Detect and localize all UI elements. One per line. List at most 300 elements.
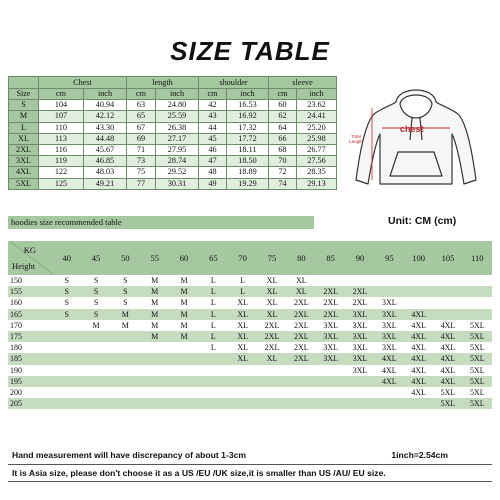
recommend-size-cell: M	[169, 309, 198, 320]
unit-inch: inch	[297, 89, 337, 100]
measure-cell: 44.48	[84, 133, 127, 144]
recommend-size-cell: 3XL	[323, 320, 338, 330]
measure-cell: 29.52	[156, 167, 199, 178]
recommend-size-cell: M	[140, 331, 169, 342]
measure-cell: 18.50	[227, 156, 269, 167]
recommend-size-cell: M	[121, 320, 129, 330]
recommend-size-cell: 4XL	[440, 343, 456, 353]
recommend-size-cell: S	[81, 309, 110, 320]
recommend-size-cell: 4XL	[440, 365, 456, 375]
measure-cell: 18.89	[227, 167, 269, 178]
unit-cm: cm	[127, 89, 156, 100]
recommend-size-cell: M	[151, 320, 159, 330]
recommend-size-cell: M	[111, 309, 140, 320]
recommend-size-cell	[404, 286, 433, 297]
measure-cell: 113	[39, 133, 84, 144]
measure-cell: 66	[269, 133, 297, 144]
measure-cell: 43	[199, 111, 227, 122]
size-cell: 2XL	[9, 144, 39, 155]
weight-header: 75	[257, 241, 286, 275]
weight-header: 45	[81, 241, 110, 275]
recommend-size-cell	[169, 353, 198, 364]
page-title: SIZE TABLE	[170, 36, 330, 66]
recommend-row	[8, 342, 492, 353]
recommend-size-cell: XL	[296, 276, 307, 286]
recommend-size-cell	[52, 387, 81, 398]
size-cell: 4XL	[9, 167, 39, 178]
recommend-size-cell: 2XL	[287, 353, 316, 364]
measure-cell: 23.62	[297, 100, 337, 111]
height-label: Height	[12, 261, 36, 271]
measure-cell: 69	[127, 133, 156, 144]
recommend-size-cell	[433, 275, 462, 286]
recommend-row	[8, 320, 492, 331]
recommend-size-cell	[257, 365, 286, 376]
recommend-size-cell: S	[81, 286, 110, 297]
recommend-size-cell	[169, 365, 198, 376]
recommend-size-cell	[433, 286, 462, 297]
recommend-size-cell	[81, 353, 110, 364]
recommend-size-cell	[404, 297, 433, 308]
weight-header: 85	[316, 241, 345, 275]
recommend-size-cell: L	[199, 331, 228, 342]
recommend-size-cell	[433, 297, 462, 308]
recommend-size-cell	[316, 387, 345, 398]
recommend-size-cell: 3XL	[345, 331, 374, 342]
measure-cell: 63	[127, 100, 156, 111]
recommend-size-cell	[257, 376, 286, 387]
weight-header: 70	[228, 241, 257, 275]
recommend-size-cell: M	[180, 320, 188, 330]
measure-cell: 48	[199, 167, 227, 178]
weight-header: 50	[111, 241, 140, 275]
measure-cell: 110	[39, 122, 84, 133]
recommend-size-cell: XL	[287, 286, 316, 297]
size-row	[9, 178, 337, 189]
total-length-label: Total Length	[349, 134, 363, 144]
weight-header: 60	[169, 241, 198, 275]
recommend-size-cell	[81, 376, 110, 387]
measure-cell: 28.35	[297, 167, 337, 178]
recommend-size-cell: S	[93, 298, 99, 308]
recommend-size-cell: M	[140, 286, 169, 297]
height-cell: 180	[10, 343, 22, 353]
height-cell: 195	[8, 376, 52, 387]
measure-cell: 27.56	[297, 156, 337, 167]
recommend-size-cell: 2XL	[352, 298, 368, 308]
measure-cell: 122	[39, 167, 84, 178]
recommend-size-cell: 4XL	[411, 387, 426, 397]
recommend-size-cell: XL	[228, 353, 257, 364]
recommend-size-cell	[52, 353, 81, 364]
height-cell: 160	[10, 298, 22, 308]
recommend-size-cell	[345, 398, 374, 409]
unit-inch: inch	[84, 89, 127, 100]
measure-cell: 48.03	[84, 167, 127, 178]
recommend-size-cell: XL	[257, 353, 286, 364]
recommend-size-cell	[81, 331, 110, 342]
measure-cell: 107	[39, 111, 84, 122]
measure-cell: 46.85	[84, 156, 127, 167]
recommend-row	[8, 365, 492, 376]
recommend-size-cell: XL	[237, 298, 249, 308]
recommend-size-cell: 5XL	[440, 387, 456, 397]
measure-cell: 18.11	[227, 144, 269, 155]
measure-cell: 40.94	[84, 100, 127, 111]
recommend-size-cell	[316, 365, 345, 376]
recommend-size-cell: 3XL	[381, 298, 397, 308]
recommend-size-cell	[81, 365, 110, 376]
recommend-size-cell: L	[228, 286, 257, 297]
recommend-size-cell	[52, 398, 81, 409]
recommend-size-cell	[287, 398, 316, 409]
recommend-size-cell	[316, 376, 345, 387]
measure-cell: 26.77	[297, 144, 337, 155]
recommend-size-cell: 5XL	[463, 398, 492, 409]
recommend-size-cell	[111, 398, 140, 409]
recommend-size-cell: M	[140, 309, 169, 320]
recommend-size-cell: XL	[257, 286, 286, 297]
measure-cell: 27.17	[156, 133, 199, 144]
recommend-size-cell: 2XL	[316, 309, 345, 320]
recommend-size-cell: 3XL	[381, 343, 397, 353]
recommend-size-cell	[257, 398, 286, 409]
recommend-size-cell	[257, 387, 286, 398]
header-sleeve: sleeve	[269, 77, 337, 89]
weight-header: 65	[199, 241, 228, 275]
recommend-size-cell: 4XL	[433, 353, 462, 364]
measure-cell: 28.74	[156, 156, 199, 167]
size-cell: XL	[9, 133, 39, 144]
recommend-size-cell	[169, 342, 198, 353]
recommend-size-cell: 5XL	[463, 376, 492, 387]
recommend-row	[8, 398, 492, 409]
measure-cell: 45	[199, 133, 227, 144]
measure-cell: 75	[127, 167, 156, 178]
recommend-size-cell: 2XL	[287, 309, 316, 320]
recommend-size-cell	[463, 275, 492, 286]
measure-cell: 62	[269, 111, 297, 122]
recommend-size-cell	[140, 387, 169, 398]
measure-cell: 72	[269, 167, 297, 178]
recommend-size-cell	[199, 398, 228, 409]
measure-cell: 42	[199, 100, 227, 111]
recommend-size-cell: 3XL	[345, 353, 374, 364]
recommend-size-cell: 4XL	[404, 376, 433, 387]
weight-header: 55	[140, 241, 169, 275]
header-size: Size	[9, 89, 39, 100]
measure-cell: 44	[199, 122, 227, 133]
recommend-size-cell	[52, 376, 81, 387]
recommend-size-cell: 2XL	[294, 320, 309, 330]
recommend-size-cell: 3XL	[323, 343, 338, 353]
size-row	[9, 144, 337, 155]
recommend-size-cell: 3XL	[375, 309, 404, 320]
size-row	[9, 156, 337, 167]
recommend-size-cell	[140, 376, 169, 387]
recommend-size-cell: 4XL	[433, 331, 462, 342]
size-cell: 5XL	[9, 178, 39, 189]
recommend-size-cell: M	[169, 286, 198, 297]
measure-cell: 29.13	[297, 178, 337, 189]
measure-cell: 73	[127, 156, 156, 167]
weight-header: 100	[404, 241, 433, 275]
size-header-blank	[9, 77, 39, 89]
header-chest: Chest	[39, 77, 127, 89]
recommend-size-cell: XL	[237, 343, 249, 353]
measure-cell: 49	[199, 178, 227, 189]
recommend-size-cell: 4XL	[404, 331, 433, 342]
recommend-size-cell	[81, 398, 110, 409]
measure-cell: 26.38	[156, 122, 199, 133]
recommend-size-cell: S	[111, 286, 140, 297]
recommend-size-cell: L	[210, 276, 216, 286]
recommend-size-cell: 3XL	[316, 353, 345, 364]
recommend-size-cell: L	[210, 320, 216, 330]
recommend-size-cell	[199, 365, 228, 376]
measure-cell: 46	[199, 144, 227, 155]
chest-label: chest	[400, 124, 424, 134]
recommend-size-cell: 5XL	[463, 353, 492, 364]
measure-cell: 16.53	[227, 100, 269, 111]
recommend-size-cell	[375, 387, 404, 398]
recommend-size-cell: 3XL	[375, 331, 404, 342]
measure-cell: 104	[39, 100, 84, 111]
recommend-size-cell: 3XL	[352, 365, 368, 375]
recommend-size-cell	[111, 387, 140, 398]
recommend-size-cell	[199, 387, 228, 398]
recommend-size-cell: XL	[257, 309, 286, 320]
recommend-size-cell: XL	[266, 298, 278, 308]
recommend-size-cell: XL	[266, 276, 278, 286]
recommend-size-cell	[404, 398, 433, 409]
recommend-size-cell: 4XL	[375, 376, 404, 387]
recommend-size-cell: S	[123, 276, 128, 286]
recommend-size-cell: 5XL	[463, 331, 492, 342]
recommend-size-cell	[463, 309, 492, 320]
measure-cell: 116	[39, 144, 84, 155]
recommend-size-cell	[111, 376, 140, 387]
unit-cm: cm	[269, 89, 297, 100]
recommend-size-cell: 2XL	[264, 320, 280, 330]
recommend-size-cell: M	[151, 276, 159, 286]
note-measurement	[8, 449, 492, 461]
recommend-size-cell: S	[64, 298, 69, 308]
recommend-size-cell: 5XL	[469, 343, 485, 353]
measure-cell: 65	[127, 111, 156, 122]
measure-cell: 17.72	[227, 133, 269, 144]
measure-cell: 25.98	[297, 133, 337, 144]
recommend-size-cell: 2XL	[294, 298, 309, 308]
recommend-size-cell: 3XL	[345, 309, 374, 320]
recommend-size-cell	[228, 398, 257, 409]
recommend-size-cell: 5XL	[433, 398, 462, 409]
recommend-size-cell: 4XL	[411, 365, 426, 375]
recommend-size-cell: M	[92, 320, 100, 330]
recommend-size-cell	[316, 398, 345, 409]
recommend-size-cell	[111, 353, 140, 364]
measure-cell: 16.92	[227, 111, 269, 122]
size-row	[9, 167, 337, 178]
recommend-size-cell: M	[180, 276, 188, 286]
measure-cell: 119	[39, 156, 84, 167]
measure-cell: 43.30	[84, 122, 127, 133]
recommend-size-cell	[52, 331, 81, 342]
measure-cell: 125	[39, 178, 84, 189]
recommend-size-cell: 4XL	[381, 365, 397, 375]
measure-cell: 42.12	[84, 111, 127, 122]
recommend-size-cell: L	[240, 276, 246, 286]
unit-inch: inch	[227, 89, 269, 100]
weight-header: 105	[433, 241, 462, 275]
recommend-size-cell	[287, 376, 316, 387]
recommend-row	[8, 309, 492, 320]
recommend-size-cell: 2XL	[287, 331, 316, 342]
note-asia-size: It is Asia size, please don't choose it as a US /EU /UK size,it is smaller than US /AU/ EU size.	[8, 464, 492, 482]
header-shoulder: shoulder	[199, 77, 269, 89]
recommend-size-cell: S	[52, 309, 81, 320]
recommend-table	[8, 241, 492, 409]
recommend-row	[8, 297, 492, 308]
recommend-size-cell: 2XL	[257, 331, 286, 342]
recommend-size-cell	[287, 387, 316, 398]
recommend-row	[8, 331, 492, 342]
unit-cm: cm	[39, 89, 84, 100]
recommend-size-cell	[228, 376, 257, 387]
measure-cell: 68	[269, 144, 297, 155]
size-row	[9, 122, 337, 133]
recommend-size-cell	[375, 275, 404, 286]
measure-cell: 17.32	[227, 122, 269, 133]
recommend-size-cell	[228, 387, 257, 398]
height-cell: 175	[8, 331, 52, 342]
recommend-size-cell	[345, 387, 374, 398]
recommend-size-cell: 5XL	[469, 365, 485, 375]
measure-cell: 25.20	[297, 122, 337, 133]
recommend-size-cell: XL	[228, 309, 257, 320]
recommend-size-cell	[52, 320, 81, 331]
recommend-size-cell	[228, 365, 257, 376]
recommend-size-cell: 4XL	[411, 343, 426, 353]
kg-label: KG	[23, 245, 37, 255]
recommend-size-cell: S	[64, 276, 69, 286]
measure-cell: 49.21	[84, 178, 127, 189]
recommend-size-cell	[463, 286, 492, 297]
measure-cell: 47	[199, 156, 227, 167]
size-row	[9, 100, 337, 111]
recommend-size-cell	[169, 376, 198, 387]
measure-cell: 60	[269, 100, 297, 111]
weight-header: 110	[463, 241, 492, 275]
unit-label: Unit: CM (cm)	[388, 215, 457, 227]
measure-cell: 24.80	[156, 100, 199, 111]
recommend-size-cell: L	[210, 298, 216, 308]
height-cell: 155	[8, 286, 52, 297]
recommend-row	[8, 286, 492, 297]
measure-cell: 45.67	[84, 144, 127, 155]
height-cell: 170	[10, 320, 22, 330]
weight-header: 95	[375, 241, 404, 275]
measure-cell: 64	[269, 122, 297, 133]
recommend-size-cell: XL	[237, 320, 249, 330]
recommend-size-cell: 3XL	[316, 331, 345, 342]
recommend-size-cell: 2XL	[294, 343, 309, 353]
unit-cm: cm	[199, 89, 227, 100]
recommend-size-cell	[316, 275, 345, 286]
notes	[8, 449, 492, 482]
size-cell: 3XL	[9, 156, 39, 167]
recommend-row	[8, 353, 492, 364]
recommend-size-cell: M	[180, 298, 188, 308]
recommend-row	[8, 376, 492, 387]
recommend-size-cell	[169, 387, 198, 398]
measure-cell: 27.95	[156, 144, 199, 155]
measure-cell: 74	[269, 178, 297, 189]
recommend-size-cell: S	[52, 286, 81, 297]
recommend-size-cell	[287, 365, 316, 376]
recommend-size-cell: 2XL	[264, 343, 280, 353]
recommend-size-cell: 4XL	[440, 320, 456, 330]
hoodie-icon	[346, 80, 486, 190]
weight-header: 80	[287, 241, 316, 275]
height-cell: 205	[8, 398, 52, 409]
size-row	[9, 133, 337, 144]
recommend-size-cell	[404, 275, 433, 286]
height-cell: 185	[8, 353, 52, 364]
measure-cell: 71	[127, 144, 156, 155]
corner-cell	[8, 241, 52, 275]
measure-cell: 30.31	[156, 178, 199, 189]
recommend-size-cell: 5XL	[469, 387, 485, 397]
recommend-size-cell: 3XL	[352, 320, 368, 330]
recommend-size-cell	[140, 398, 169, 409]
weight-header: 40	[52, 241, 81, 275]
height-cell: 165	[8, 309, 52, 320]
recommend-row	[8, 275, 492, 286]
size-row	[9, 111, 337, 122]
recommend-size-cell: M	[151, 298, 159, 308]
measure-cell: 19.29	[227, 178, 269, 189]
recommend-size-cell	[81, 342, 110, 353]
size-cell: L	[9, 122, 39, 133]
recommend-size-cell	[52, 365, 81, 376]
note-discrepancy: Hand measurement will have discrepancy of about 1-3cm	[12, 450, 247, 460]
measure-cell: 24.41	[297, 111, 337, 122]
recommend-size-cell	[433, 309, 462, 320]
recommend-title: hoodies size recommended table	[8, 216, 314, 229]
recommend-size-cell: L	[199, 309, 228, 320]
recommend-size-cell	[140, 365, 169, 376]
recommend-size-cell	[345, 275, 374, 286]
recommend-size-cell	[199, 376, 228, 387]
recommend-size-cell: 4XL	[411, 320, 426, 330]
header-length: length	[127, 77, 199, 89]
recommend-size-cell: S	[93, 276, 99, 286]
recommend-size-cell	[199, 353, 228, 364]
recommend-size-cell: 2XL	[316, 286, 345, 297]
note-inch-conversion: 1inch=2.54cm	[391, 450, 448, 460]
recommend-size-cell: 2XL	[345, 286, 374, 297]
recommend-size-cell	[463, 297, 492, 308]
height-cell: 190	[10, 365, 22, 375]
recommend-size-cell	[140, 353, 169, 364]
recommend-size-cell	[345, 376, 374, 387]
recommend-size-cell	[111, 365, 140, 376]
recommend-size-cell: 3XL	[381, 320, 397, 330]
recommend-size-cell: 5XL	[469, 320, 485, 330]
recommend-size-cell: L	[199, 286, 228, 297]
recommend-size-cell	[140, 342, 169, 353]
